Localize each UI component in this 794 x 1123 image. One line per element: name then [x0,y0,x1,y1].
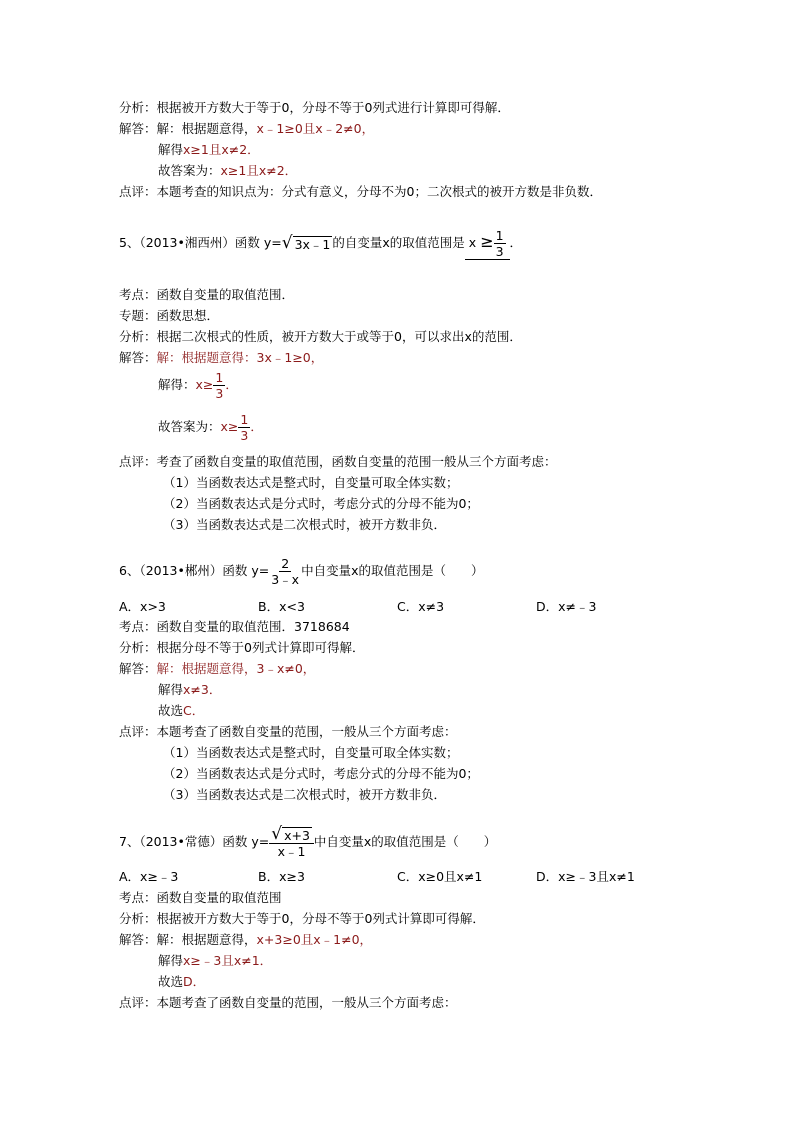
analysis-line: 分析：根据二次根式的性质，被开方数大于或等于0，可以求出x的范围． [119,329,522,344]
analysis-line: 分析：根据被开方数大于等于0，分母不等于0列式计算即可得解． [119,911,485,926]
sqrt-expression: √ x+3 [271,824,310,844]
knowledge-point-line: 考点：函数自变量的取值范围 [119,890,282,905]
comment-point: （3）当函数表达式是二次根式时，被开方数非负． [163,517,446,532]
answer-blank: x ≥ $\frac{1}{3}$ [465,228,510,260]
fraction-one-third: $\frac{1}{3}$ [495,228,504,259]
topic-line: 专题：函数思想． [119,308,220,323]
choice-line: 故选D． [158,974,206,989]
solution-line: 解答：解：根据题意得，x+3≥0且x﹣1≠0， [119,932,373,947]
answer-line: 故答案为：x≥ $\frac{1}{3}$ ． [158,412,263,443]
option-a[interactable]: A．x>3 [119,599,166,614]
solution-line: 解答：解：根据题意得：3x﹣1≥0， [119,350,324,365]
option-b[interactable]: B．x<3 [258,599,305,614]
solve-line: 解得x≠3． [158,682,222,697]
comment-point: （3）当函数表达式是二次根式时，被开方数非负． [163,787,446,802]
option-c[interactable]: C．x≠3 [397,599,445,614]
option-d[interactable]: D．x≥﹣3且x≠1 [536,869,635,884]
comment-point: （1）当函数表达式是整式时，自变量可取全体实数； [163,475,459,490]
comment-point: （1）当函数表达式是整式时，自变量可取全体实数； [163,745,459,760]
options-row [119,598,596,616]
comment-line: 点评：考查了函数自变量的取值范围，函数自变量的范围一般从三个方面考虑： [119,454,557,469]
fraction-one-third: $\frac{1}{3}$ [240,412,249,443]
comment-point: （2）当函数表达式是分式时，考虑分式的分母不能为0； [163,496,479,511]
fraction-expression: √ x+3 x﹣1 [269,826,314,859]
solve-line: 解得x≥1且x≠2． [158,142,260,157]
option-c[interactable]: C．x≥0且x≠1 [397,869,483,884]
answer-line: 故答案为：x≥1且x≠2． [158,163,298,178]
choice-line: 故选C． [158,703,205,718]
question-6-stem: 6、（2013•郴州）函数 y= $\frac{2}{3﹣x}$ 中自变量x的取值范围是（ ） [119,556,484,587]
sqrt-expression: √ 3x﹣1 [281,233,331,253]
solution-line: 解答：解：根据题意得，3﹣x≠0， [119,661,316,676]
solve-line: 解得：x≥ $\frac{1}{3}$ ． [158,370,238,401]
analysis-line: 分析：根据被开方数大于等于0，分母不等于0列式进行计算即可得解． [119,100,510,115]
option-d[interactable]: D．x≠﹣3 [536,599,597,614]
solution-line: 解答：解：根据题意得，x﹣1≥0且x﹣2≠0， [119,121,375,136]
comment-line: 点评：本题考查的知识点为：分式有意义，分母不为0；二次根式的被开方数是非负数． [119,184,602,199]
fraction-expression: $\frac{2}{3﹣x}$ [271,556,300,587]
fraction-one-third: $\frac{1}{3}$ [215,370,224,401]
option-a[interactable]: A．x≥﹣3 [119,869,179,884]
solve-line: 解得x≥﹣3且x≠1． [158,953,273,968]
knowledge-point-line: 考点：函数自变量的取值范围．3718684 [119,619,350,634]
analysis-line: 分析：根据分母不等于0列式计算即可得解． [119,640,365,655]
question-5-stem: 5、（2013•湘西州）函数 y= √ 3x﹣1 的自变量x的取值范围是 x ≥ $\frac{1}{3}$ ． [119,228,523,259]
comment-point: （2）当函数表达式是分式时，考虑分式的分母不能为0； [163,766,479,781]
option-b[interactable]: B．x≥3 [258,869,305,884]
knowledge-point-line: 考点：函数自变量的取值范围． [119,287,295,302]
question-7-stem: 7、（2013•常德）函数 y= √ x+3 x﹣1 中自变量x的取值范围是（ ） [119,824,497,859]
options-row [119,868,635,886]
comment-line: 点评：本题考查了函数自变量的范围，一般从三个方面考虑： [119,995,457,1010]
comment-line: 点评：本题考查了函数自变量的范围，一般从三个方面考虑： [119,724,457,739]
